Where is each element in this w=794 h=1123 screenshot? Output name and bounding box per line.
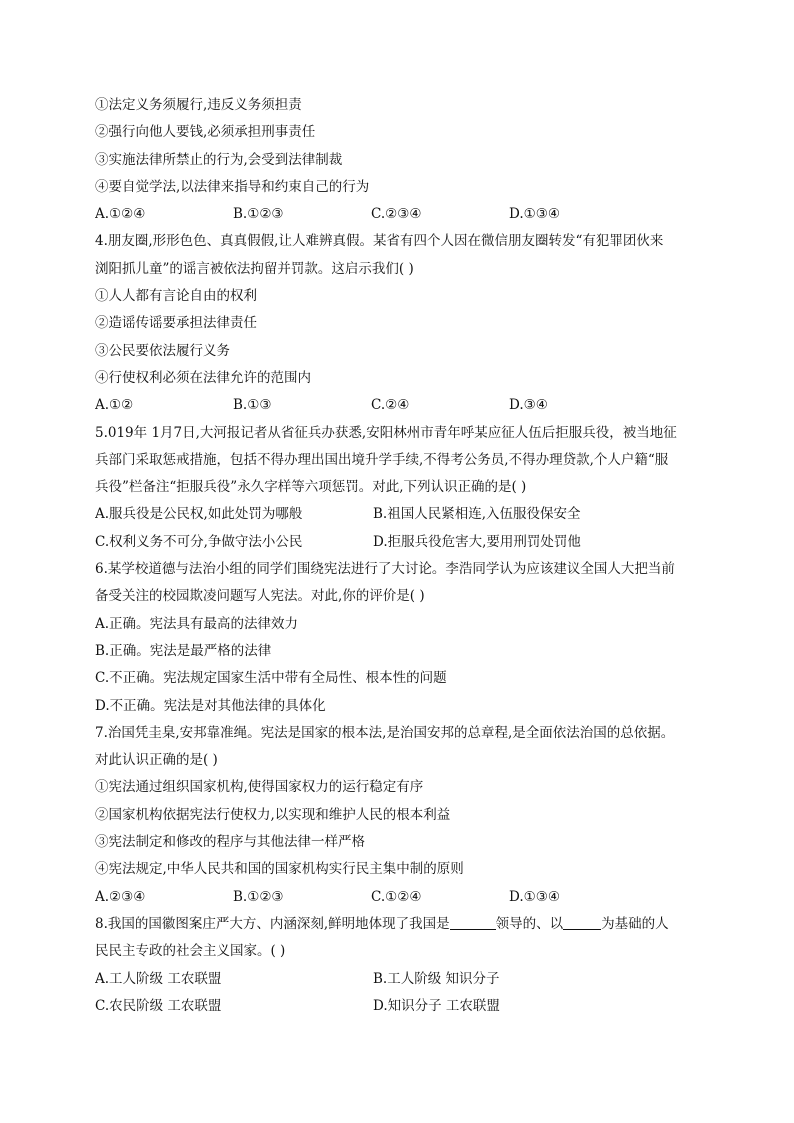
statement-item: ③公民要依法履行义务 (95, 342, 230, 359)
option-c: C.不正确。宪法规定国家生活中带有全局性、根本性的问题 (95, 670, 447, 687)
question-7 (95, 720, 705, 911)
question-stem: 兵役”栏备注“拒服兵役”永久字样等六项惩罚。对此,下列认识正确的是( ) (95, 479, 527, 496)
option-d: D.③④ (509, 397, 548, 414)
option-c: C.②③④ (371, 206, 422, 223)
option-a: A.①②④ (95, 206, 146, 223)
answer-options (95, 966, 705, 993)
question-5 (95, 420, 705, 556)
statement-item: ④要自觉学法,以法律来指导和约束自己的行为 (95, 178, 370, 195)
option-a: A.服兵役是公民权,如此处罚为哪般 (95, 506, 303, 523)
stem-text: 8.我国的国徽图案庄严大方、内涵深刻,鲜明地体现了我国是 (95, 915, 450, 932)
option-a: A.工人阶级 工农联盟 (95, 970, 222, 987)
option-b: B.正确。宪法是最严格的法律 (95, 642, 272, 659)
statement-item: ②造谣传谣要承担法律责任 (95, 315, 257, 332)
question-stem: 7.治国凭圭臬,安邦靠准绳。宪法是国家的根本法,是治国安邦的总章程,是全面依法治国的总依据。 (95, 724, 675, 741)
question-8 (95, 911, 705, 1020)
option-a: A.正确。宪法具有最高的法律效力 (95, 615, 299, 632)
question-6 (95, 556, 705, 720)
question-stem: 对此认识正确的是( ) (95, 752, 218, 769)
option-b: B.①②③ (233, 206, 284, 223)
option-a: A.①② (95, 397, 134, 414)
question-stem: 5.019年 1月7日,大河报记者从省征兵办获悉,安阳林州市青年呼某应征人伍后拒服兵役，被当地征 (95, 424, 677, 441)
option-d: D.①③④ (509, 888, 560, 905)
question-3 (95, 92, 705, 228)
option-b: B.工人阶级 知识分子 (373, 970, 500, 987)
answer-options (95, 201, 705, 228)
question-4 (95, 228, 705, 419)
answer-options (95, 993, 705, 1020)
option-c: C.农民阶级 工农联盟 (95, 997, 222, 1014)
option-a: A.②③④ (95, 888, 146, 905)
fill-blank (563, 915, 601, 930)
statement-item: ①人人都有言论自由的权利 (95, 288, 257, 305)
answer-options (95, 884, 705, 911)
option-d: D.拒服兵役危害大,要用刑罚处罚他 (373, 533, 581, 550)
statement-item: ③实施法律所禁止的行为,会受到法律制裁 (95, 151, 343, 168)
option-b: B.①②③ (233, 888, 284, 905)
answer-options (95, 501, 705, 528)
statement-item: ②国家机构依据宪法行使权力,以实现和维护人民的根本利益 (95, 806, 451, 823)
option-d: D.不正确。宪法是对其他法律的具体化 (95, 697, 326, 714)
exam-page (95, 92, 705, 1020)
question-stem (95, 911, 705, 938)
stem-text: 领导的、以 (495, 915, 564, 932)
question-stem: 兵部门采取惩戒措施，包括不得办理出国出境升学手续,不得考公务员,不得办理贷款,个人户籍“服 (95, 451, 669, 468)
question-stem: 备受关注的校园欺凌问题写人宪法。对此,你的评价是( ) (95, 588, 425, 605)
question-stem: 6.某学校道德与法治小组的同学们围绕宪法进行了大讨论。李浩同学认为应该建议全国人大把当前 (95, 561, 675, 578)
statement-item: ③宪法制定和修改的程序与其他法律一样严格 (95, 834, 365, 851)
stem-text: 为基础的人 (601, 915, 669, 932)
statement-item: ④行使权利必须在法律允许的范围内 (95, 369, 311, 386)
answer-options (95, 392, 705, 419)
question-stem: 民民主专政的社会主义国家。( ) (95, 943, 286, 960)
statement-item: ①宪法通过组织国家机构,使得国家权力的运行稳定有序 (95, 779, 424, 796)
option-d: D.知识分子 工农联盟 (373, 997, 500, 1014)
question-stem: 4.朋友圈,形形色色、真真假假,让人难辨真假。某省有四个人因在微信朋友圈转发“有犯罪团伙来 (95, 233, 664, 250)
option-c: C.权利义务不可分,争做守法小公民 (95, 533, 303, 550)
option-c: C.①②④ (371, 888, 422, 905)
answer-options (95, 529, 705, 556)
question-stem: 浏阳抓儿童”的谣言被依法拘留并罚款。这启示我们( ) (95, 260, 414, 277)
option-c: C.②④ (371, 397, 410, 414)
statement-item: ②强行向他人要钱,必须承担刑事责任 (95, 124, 316, 141)
fill-blank (450, 915, 496, 930)
option-d: D.①③④ (509, 206, 560, 223)
statement-item: ④宪法规定,中华人民共和国的国家机构实行民主集中制的原则 (95, 861, 464, 878)
option-b: B.祖国人民紧相连,入伍服役保安全 (373, 506, 581, 523)
statement-item: ①法定义务须履行,违反义务须担责 (95, 97, 302, 113)
option-b: B.①③ (233, 397, 272, 414)
